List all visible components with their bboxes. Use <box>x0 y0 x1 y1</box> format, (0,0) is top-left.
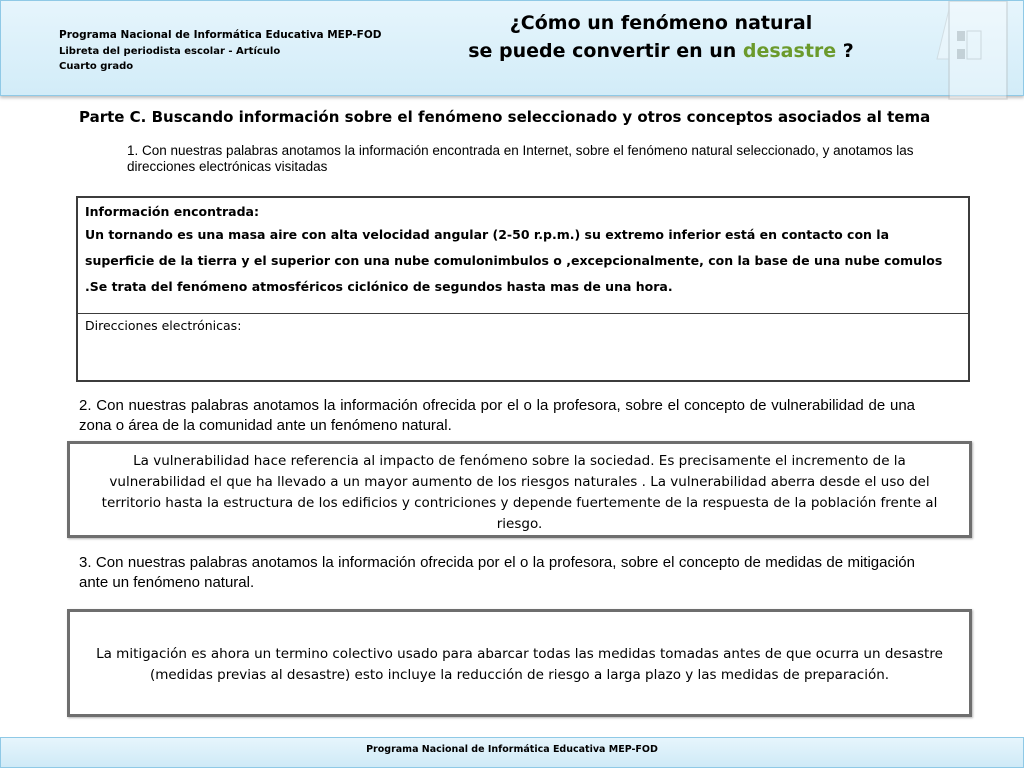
program-info <box>59 28 382 75</box>
page-footer <box>0 737 1024 768</box>
footer-text: Programa Nacional de Informática Educativa MEP-FOD <box>366 744 658 755</box>
page-header <box>0 0 1024 96</box>
info-cell <box>78 198 968 314</box>
notebook-name: Libreta del periodista escolar - Artículo <box>59 45 281 57</box>
title-line-2-post: ? <box>836 40 854 62</box>
instruction-1: 1. Con nuestras palabras anotamos la información encontrada en Internet, sobre el fenómeno natural seleccionado, y anotamos las direcciones electrónicas visitadas <box>127 143 914 174</box>
mitigation-text: La mitigación es ahora un termino colectivo usado para abarcar todas las medidas tomadas antes de que ocurra un desastre (medidas previas al desastre) esto incluye la reducción de riesgo a larga plazo y las medidas de preparación. <box>96 646 943 683</box>
vulnerability-box <box>67 441 972 538</box>
title-line-2-pre: se puede convertir en un <box>468 40 743 62</box>
title-line-2 <box>461 37 861 65</box>
title-highlight: desastre <box>742 40 837 62</box>
instruction-2: 2. Con nuestras palabras anotamos la información ofrecida por el o la profesora, sobre el concepto de vulnerabilidad de una zona o área de la comunidad ante un fenómeno natural. <box>79 397 915 434</box>
info-text: Un tornando es una masa aire con alta velocidad angular (2-50 r.p.m.) su extremo inferior está en contacto con la superficie de la tierra y el superior con una nube comulonimbulos o ,excepcionalmente, con la base de una nube comulos .Se trata del fenómeno atmosféricos ciclónico de segundos hasta mas de una hora. <box>85 227 943 294</box>
vulnerability-text: La vulnerabilidad hace referencia al impacto de fenómeno sobre la sociedad. Es precisamente el incremento de la vulnerabilidad el que ha llevado a un mayor aumento de los riesgos naturales . La vulnerabilidad aberra desde el uso del territorio hasta la estructura de los edificios y contriciones y depende fuertemente de la respuesta de la población frente al riesgo. <box>101 453 938 532</box>
title-line-1: ¿Cómo un fenómeno natural <box>509 12 813 34</box>
part-c-title: Parte C. Buscando información sobre el fenómeno seleccionado y otros conceptos asociados al tema <box>79 108 931 126</box>
info-table <box>76 196 970 382</box>
links-cell <box>78 315 968 380</box>
mitigation-box <box>67 609 972 717</box>
grade-label: Cuarto grado <box>59 61 134 72</box>
info-label: Información encontrada: <box>85 204 259 219</box>
book-logo-icon <box>931 1 1011 101</box>
page-title <box>461 9 861 65</box>
instruction-3: 3. Con nuestras palabras anotamos la información ofrecida por el o la profesora, sobre el concepto de medidas de mitigación ante un fenómeno natural. <box>79 554 915 591</box>
links-label: Direcciones electrónicas: <box>85 318 242 333</box>
program-name: Programa Nacional de Informática Educativa MEP-FOD <box>59 29 382 41</box>
